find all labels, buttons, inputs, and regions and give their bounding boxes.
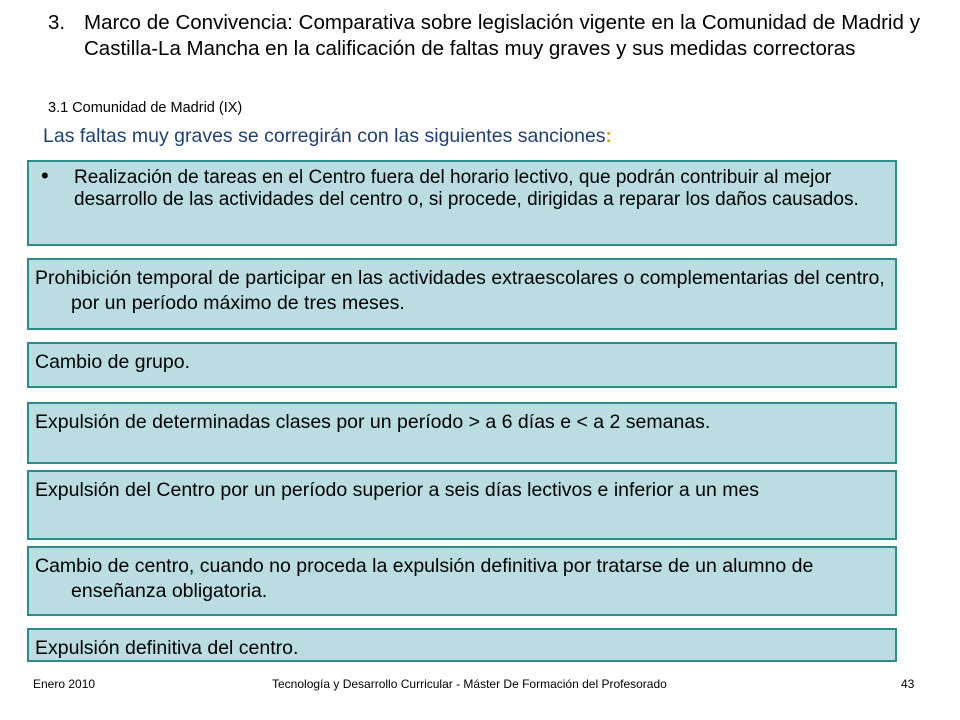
title-number: 3. (48, 11, 66, 34)
sanction-text: Cambio de centro, cuando no proceda la expulsión definitiva por tratarse de un alumno de enseñanza obligatoria. (35, 555, 814, 602)
sanction-text: Realización de tareas en el Centro fuera del horario lectivo, que podrán contribuir al mejor desarrollo de las actividades del centro o, si procede, dirigidas a reparar los daños causados. (74, 167, 859, 210)
sanction-text: Prohibición temporal de participar en las actividades extraescolares o complementarias del centro, por un período máximo de tres meses. (35, 267, 885, 314)
footer-date: Enero 2010 (33, 677, 96, 691)
sanction-box-3 (27, 342, 897, 388)
sanction-box-6 (27, 546, 897, 616)
sanction-box-2 (27, 258, 897, 330)
bullet-icon: • (41, 163, 49, 188)
sanction-box-7 (27, 628, 897, 662)
sanction-text: Expulsión del Centro por un período superior a seis días lectivos e inferior a un mes (35, 479, 760, 501)
footer-page-number: 43 (901, 677, 915, 691)
sanction-text: Expulsión definitiva del centro. (35, 637, 299, 659)
sanction-text: Expulsión de determinadas clases por un período > a 6 días e < a 2 semanas. (35, 411, 711, 433)
footer-course: Tecnología y Desarrollo Curricular - Máster De Formación del Profesorado (272, 677, 667, 691)
sanction-box-4 (27, 402, 897, 464)
section-subtitle: 3.1 Comunidad de Madrid (IX) (48, 100, 243, 116)
intro-text: Las faltas muy graves se corregirán con las siguientes sanciones (43, 125, 606, 147)
intro-line (43, 125, 612, 148)
title-text: Marco de Convivencia: Comparativa sobre legislación vigente en la Comunidad de Madrid y Castilla-La Mancha en la calificación de faltas muy graves y sus medidas correctoras (84, 11, 920, 60)
sanction-text: Cambio de grupo. (35, 351, 191, 373)
sanction-box-5 (27, 470, 897, 540)
intro-colon: : (605, 125, 613, 147)
slide-title (48, 10, 920, 62)
sanction-box-1 (27, 160, 897, 246)
